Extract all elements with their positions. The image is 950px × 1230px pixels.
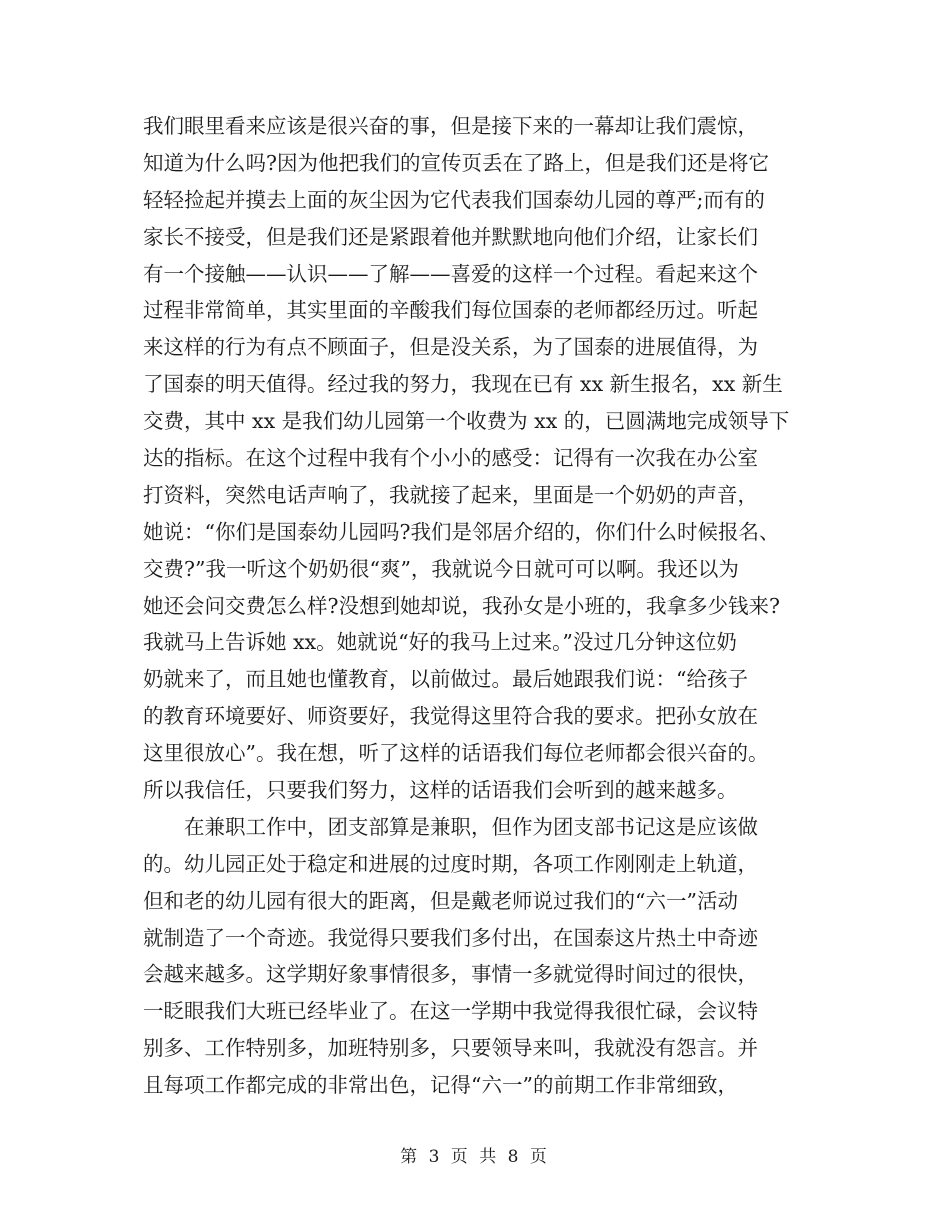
text-line: 别多、工作特别多，加班特别多，只要领导来叫，我就没有怨言。并: [143, 1036, 758, 1061]
text-line: 但和老的幼儿园有很大的距离，但是戴老师说过我们的“六一”活动: [143, 888, 738, 913]
text-line: 奶就来了，而且她也懂教育，以前做过。最后她跟我们说：“给孩子: [143, 667, 748, 692]
text-line: 这里很放心”。我在想，听了这样的话语我们每位老师都会很兴奋的。: [143, 741, 769, 766]
text-line: 在兼职工作中，团支部算是兼职，但作为团支部书记这是应该做: [143, 814, 758, 839]
text-line: 的教育环境要好、师资要好，我觉得这里符合我的要求。把孙女放在: [143, 704, 758, 729]
text-line: 的。幼儿园正处于稳定和进展的过度时期，各项工作刚刚走上轨道，: [143, 851, 758, 876]
text-line: 所以我信任，只要我们努力，这样的话语我们会听到的越来越多。: [143, 778, 738, 803]
text-line: 达的指标。在这个过程中我有个小小的感受：记得有一次我在办公室: [143, 446, 758, 471]
text-line: 她还会问交费怎么样?没想到她却说，我孙女是小班的，我拿多少钱来?: [143, 593, 780, 618]
text-line: 知道为什么吗?因为他把我们的宣传页丢在了路上，但是我们还是将它: [143, 150, 769, 175]
text-line: 交费?”我一听这个奶奶很“爽”，我就说今日就可可以啊。我还以为: [143, 556, 739, 581]
text-line: 过程非常简单，其实里面的辛酸我们每位国泰的老师都经历过。听起: [143, 298, 758, 323]
text-line: 我就马上告诉她 xx。她就说“好的我马上过来。”没过几分钟这位奶: [143, 630, 737, 655]
text-line: 打资料，突然电话声响了，我就接了起来，里面是一个奶奶的声音，: [143, 482, 758, 507]
text-line: 交费，其中 xx 是我们幼儿园第一个收费为 xx 的，已圆满地完成领导下: [143, 409, 790, 434]
text-line: 且每项工作都完成的非常出色，记得“六一”的前期工作非常细致，: [143, 1073, 738, 1098]
text-line: 就制造了一个奇迹。我觉得只要我们多付出，在国泰这片热土中奇迹: [143, 925, 758, 950]
text-line: 来这样的行为有点不顾面子，但是没关系，为了国泰的进展值得，为: [143, 335, 758, 360]
text-line: 她说：“你们是国泰幼儿园吗?我们是邻居介绍的，你们什么时候报名、: [143, 519, 780, 544]
text-line: 一眨眼我们大班已经毕业了。在这一学期中我觉得我很忙碌，会议特: [143, 999, 758, 1024]
text-line: 我们眼里看来应该是很兴奋的事，但是接下来的一幕却让我们震惊，: [143, 114, 758, 138]
text-line: 家长不接受，但是我们还是紧跟着他并默默地向他们介绍，让家长们: [143, 224, 758, 249]
text-line: 有一个接触——认识——了解——喜爱的这样一个过程。看起来这个: [143, 261, 758, 286]
text-line: 了国泰的明天值得。经过我的努力，我现在已有 xx 新生报名，xx 新生: [143, 372, 783, 397]
text-line: 轻轻捡起并摸去上面的灰尘因为它代表我们国泰幼儿园的尊严;而有的: [143, 187, 765, 212]
text-line: 会越来越多。这学期好象事情很多，事情一多就觉得时间过的很快，: [143, 962, 758, 987]
page-footer: 第 3 页 共 8 页: [400, 1147, 550, 1167]
body-text: [143, 108, 815, 1104]
